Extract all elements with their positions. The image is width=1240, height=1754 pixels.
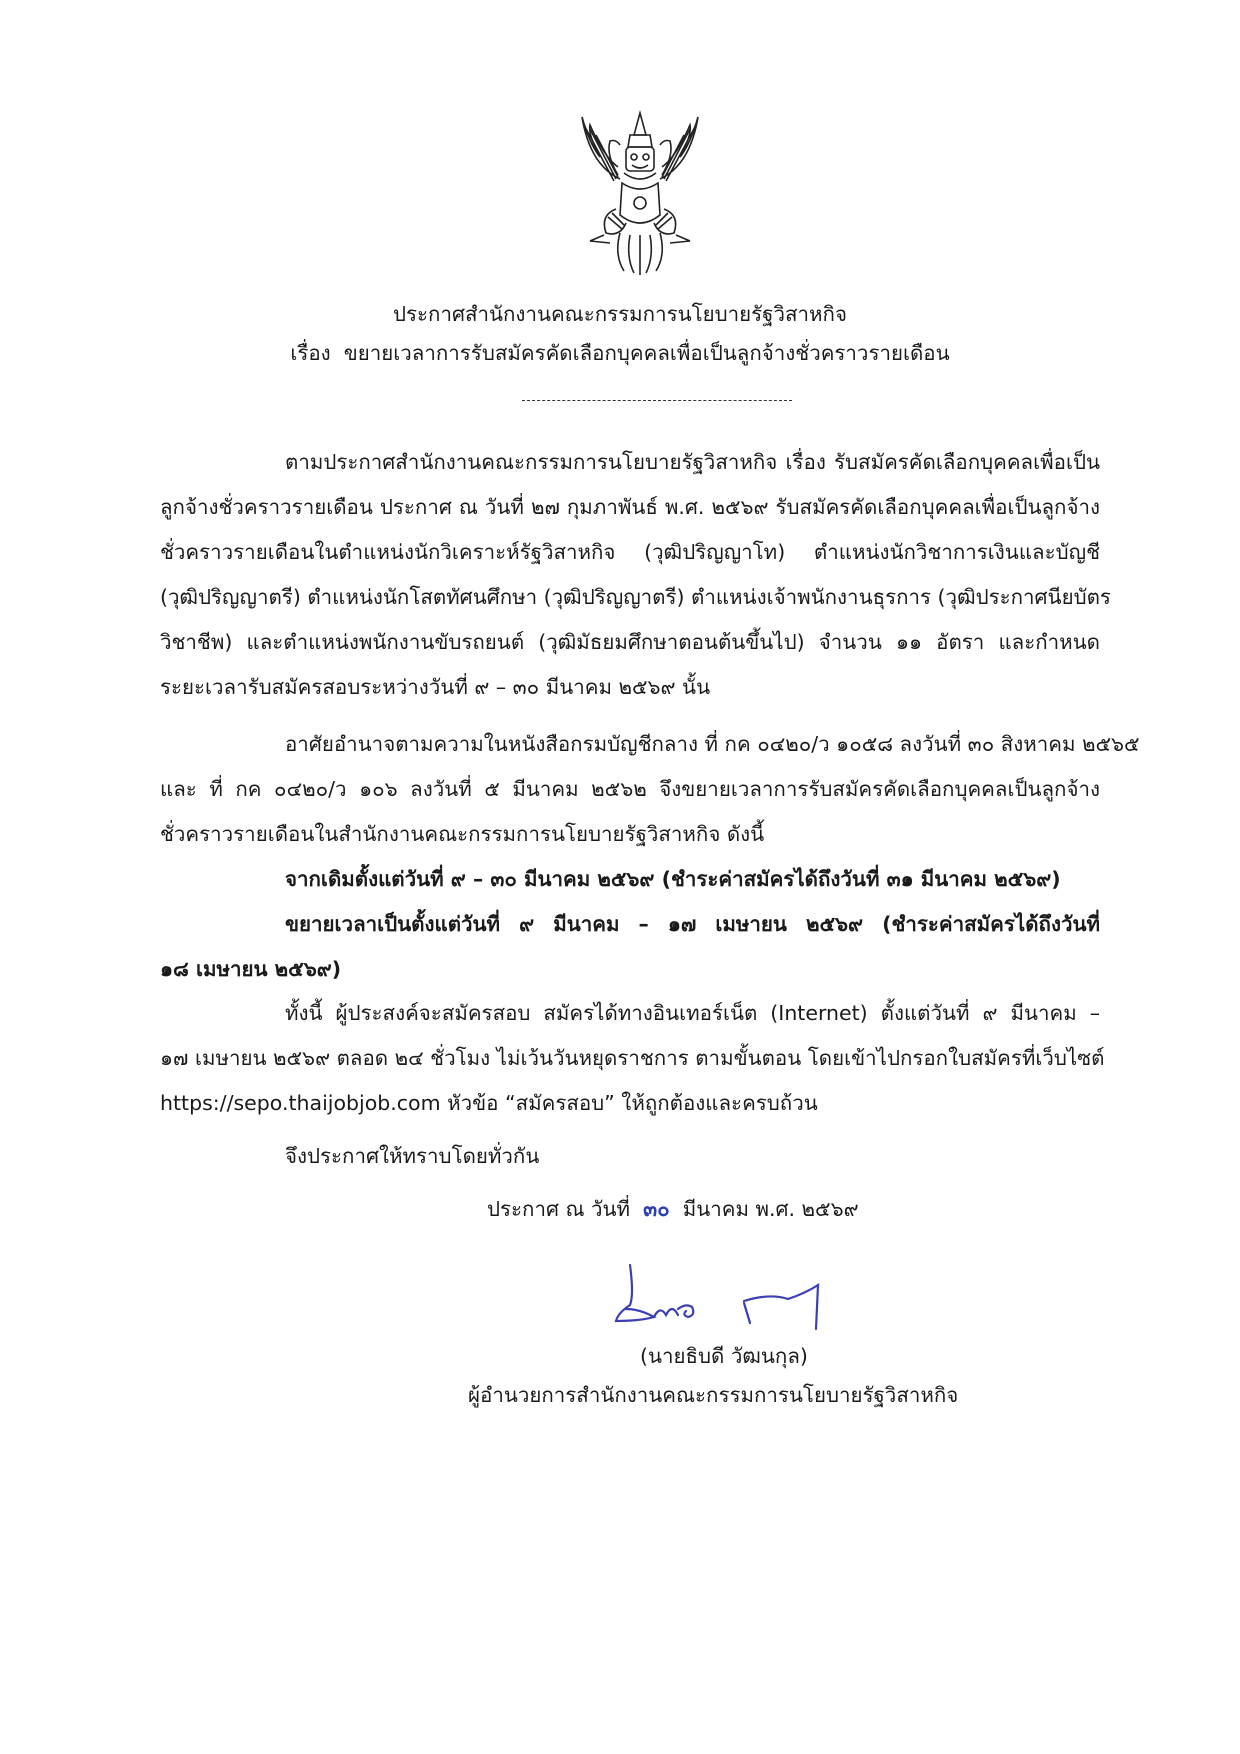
- para1-line-2: ลูกจ้างชั่วคราวรายเดือน ประกาศ ณ วันที่ ๒๗ กุมภาพันธ์ พ.ศ. ๒๕๖๙ รับสมัครคัดเลือกบุคคลเพื่อเป็นลูกจ้าง: [160, 495, 1100, 519]
- para2-line-3: ชั่วคราวรายเดือนในสำนักงานคณะกรรมการนโยบายรัฐวิสาหกิจ ดังนี้: [160, 822, 765, 846]
- signatory-position: ผู้อำนวยการสำนักงานคณะกรรมการนโยบายรัฐวิสาหกิจ: [468, 1383, 959, 1407]
- date-prefix: ประกาศ ณ วันที่: [487, 1197, 631, 1221]
- signature-icon: [610, 1255, 850, 1335]
- title-divider: [522, 400, 792, 401]
- para2-line-1: อาศัยอำนาจตามความในหนังสือกรมบัญชีกลาง ที่ กค ๐๔๒๐/ว ๑๐๕๘ ลงวันที่ ๓๐ สิงหาคม ๒๕๖๕: [285, 732, 1140, 756]
- announcement-date: [487, 1193, 859, 1226]
- para2-line-2: และ ที่ กค ๐๔๒๐/ว ๑๐๖ ลงวันที่ ๕ มีนาคม ๒๕๖๒ จึงขยายเวลาการรับสมัครคัดเลือกบุคคลเป็นลูกจ้าง: [160, 777, 1100, 801]
- para3-line-3: [160, 1087, 818, 1120]
- extended-period-line-2: ๑๘ เมษายน ๒๕๖๙): [160, 957, 342, 981]
- subject-label: เรื่อง: [290, 341, 331, 365]
- announcement-subject: [0, 337, 1240, 370]
- extended-period-line-1: ขยายเวลาเป็นตั้งแต่วันที่ ๙ มีนาคม – ๑๗ เมษายน ๒๕๖๙ (ชำระค่าสมัครได้ถึงวันที่: [285, 912, 1100, 936]
- date-day: ๓๐: [643, 1197, 670, 1221]
- para3-line-2: ๑๗ เมษายน ๒๕๖๙ ตลอด ๒๔ ชั่วโมง ไม่เว้นวันหยุดราชการ ตามขั้นตอน โดยเข้าไปกรอกใบสมัครที่เว็บไซต์: [160, 1046, 1105, 1070]
- subject-text: ขยายเวลาการรับสมัครคัดเลือกบุคคลเพื่อเป็นลูกจ้างชั่วคราวรายเดือน: [343, 341, 950, 365]
- para3-line-3-rest: หัวข้อ “สมัครสอบ” ให้ถูกต้องและครบถ้วน: [440, 1091, 818, 1115]
- application-website-link[interactable]: https://sepo.thaijobjob.com: [160, 1091, 441, 1115]
- announcement-title: ประกาศสำนักงานคณะกรรมการนโยบายรัฐวิสาหกิจ: [393, 302, 847, 326]
- para1-line-3: ชั่วคราวรายเดือนในตำแหน่งนักวิเคราะห์รัฐวิสาหกิจ (วุฒิปริญญาโท) ตำแหน่งนักวิชาการเงินและบัญชี: [160, 540, 1100, 564]
- para1-line-5: วิชาชีพ) และตำแหน่งพนักงานขับรถยนต์ (วุฒิมัธยมศึกษาตอนต้นขึ้นไป) จำนวน ๑๑ อัตรา และกำหนด: [160, 630, 1100, 654]
- original-period: จากเดิมตั้งแต่วันที่ ๙ – ๓๐ มีนาคม ๒๕๖๙ (ชำระค่าสมัครได้ถึงวันที่ ๓๑ มีนาคม ๒๕๖๙): [285, 867, 1061, 891]
- garuda-emblem-icon: [560, 105, 720, 280]
- para1-line-4: (วุฒิปริญญาตรี) ตำแหน่งนักโสตทัศนศึกษา (วุฒิปริญญาตรี) ตำแหน่งเจ้าพนักงานธุรการ (วุฒิประกาศนียบัตร: [160, 585, 1111, 609]
- para1-line-6: ระยะเวลารับสมัครสอบระหว่างวันที่ ๙ – ๓๐ มีนาคม ๒๕๖๙ นั้น: [160, 675, 711, 699]
- para1-line-1: ตามประกาศสำนักงานคณะกรรมการนโยบายรัฐวิสาหกิจ เรื่อง รับสมัครคัดเลือกบุคคลเพื่อเป็น: [285, 450, 1100, 474]
- closing-statement: จึงประกาศให้ทราบโดยทั่วกัน: [285, 1144, 540, 1168]
- date-suffix: มีนาคม พ.ศ. ๒๕๖๙: [682, 1197, 859, 1221]
- signatory-name: (นายธิบดี วัฒนกุล): [640, 1344, 808, 1368]
- para3-line-1: ทั้งนี้ ผู้ประสงค์จะสมัครสอบ สมัครได้ทางอินเทอร์เน็ต (Internet) ตั้งแต่วันที่ ๙ มีนาคม –: [285, 1001, 1100, 1025]
